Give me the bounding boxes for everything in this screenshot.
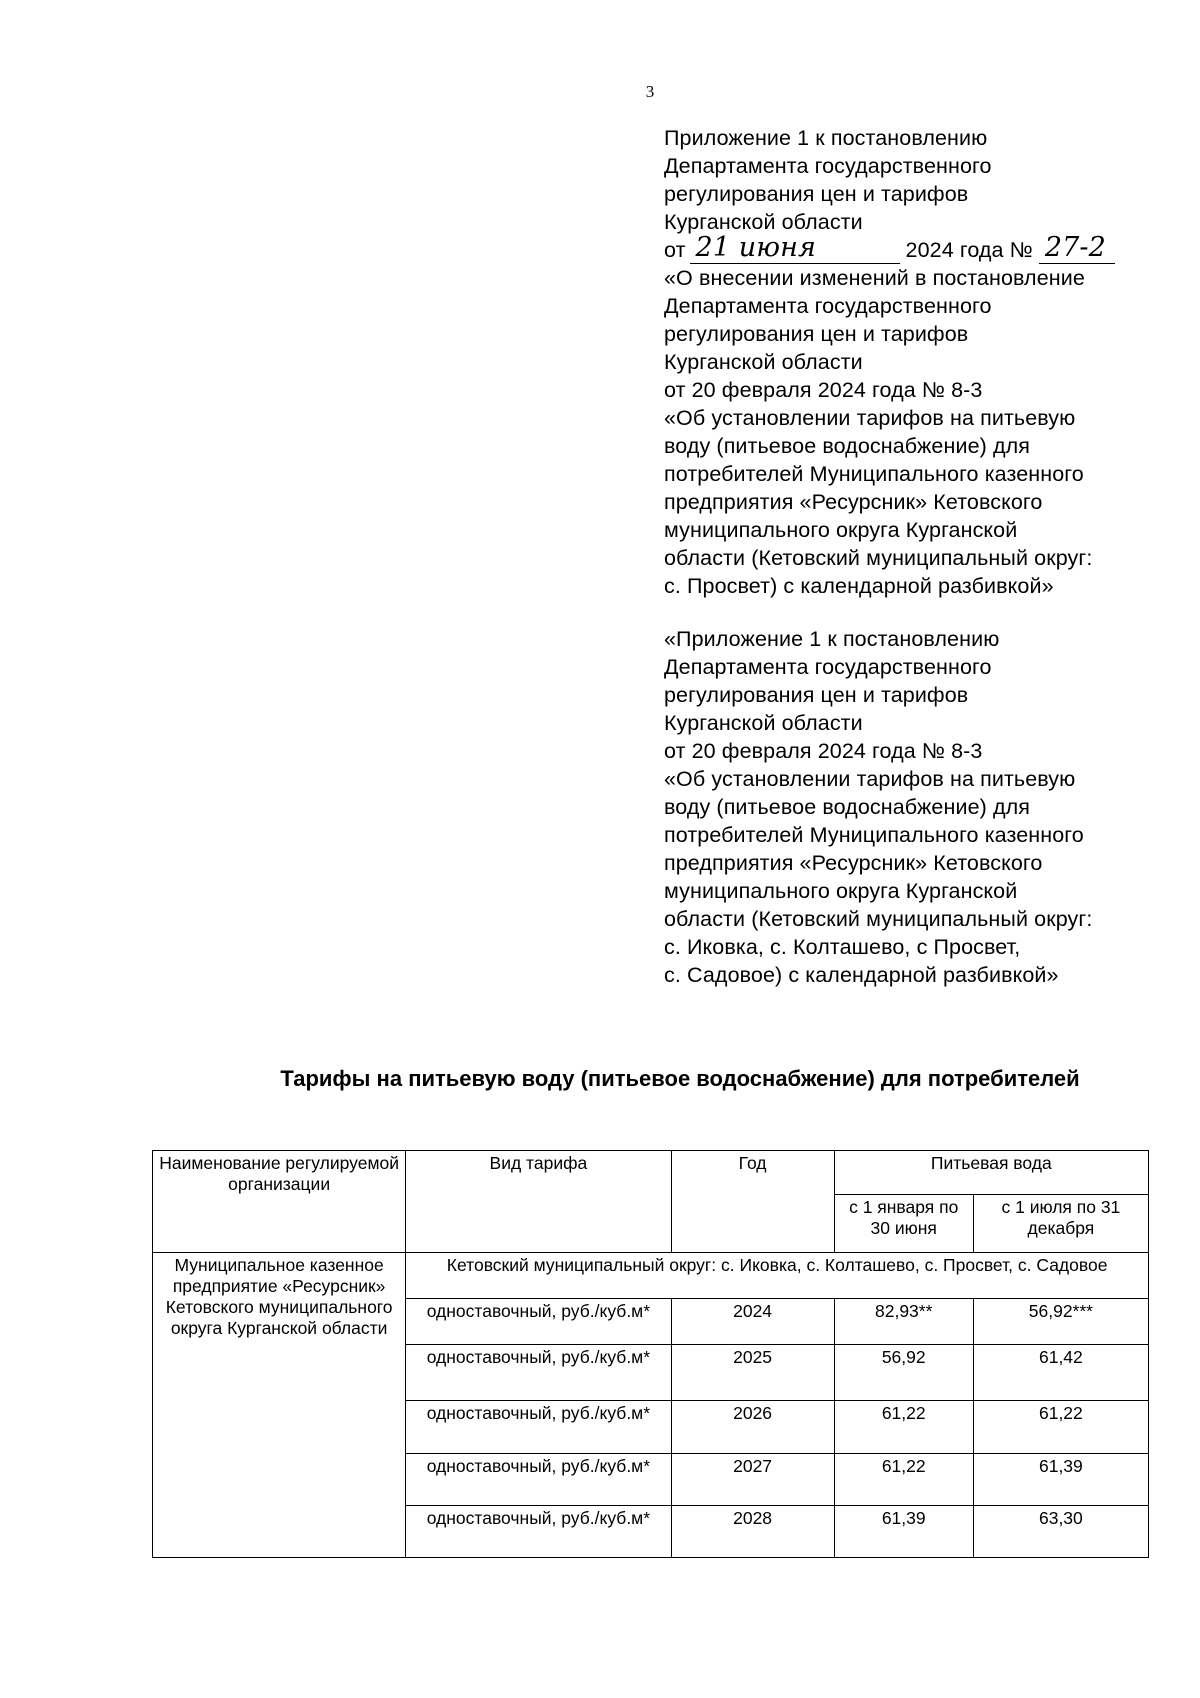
header-tariff-type: Вид тарифа bbox=[406, 1151, 671, 1253]
h2-value-cell: 61,42 bbox=[973, 1345, 1148, 1401]
year-cell: 2028 bbox=[671, 1506, 834, 1558]
appendix-line: с. Садовое) с календарной разбивкой» bbox=[664, 963, 1059, 987]
year-cell: 2024 bbox=[671, 1299, 834, 1345]
appendix-line: Курганской области bbox=[664, 210, 863, 234]
appendix-line: потребителей Муниципального казенного bbox=[664, 462, 1084, 486]
handwritten-date: 21 июня bbox=[695, 232, 817, 263]
tariff-type-cell: одноставочный, руб./куб.м* bbox=[406, 1345, 671, 1401]
appendix-line: потребителей Муниципального казенного bbox=[664, 823, 1084, 847]
appendix-line: «Об установлении тарифов на питьевую bbox=[664, 767, 1076, 791]
header-drinking-water: Питьевая вода bbox=[834, 1151, 1148, 1195]
date-suffix: 2024 года № bbox=[905, 238, 1033, 262]
h2-value-cell: 63,30 bbox=[973, 1506, 1148, 1558]
territory-row bbox=[153, 1253, 1149, 1299]
appendix-header bbox=[664, 124, 1184, 600]
appendix-line: воду (питьевое водоснабжение) для bbox=[664, 434, 1030, 458]
h1-value-cell: 61,22 bbox=[834, 1454, 973, 1506]
appendix-line: с. Просвет) с календарной разбивкой» bbox=[664, 574, 1054, 598]
year-cell: 2027 bbox=[671, 1454, 834, 1506]
appendix-line: воду (питьевое водоснабжение) для bbox=[664, 795, 1030, 819]
appendix-line: регулирования цен и тарифов bbox=[664, 683, 969, 707]
number-fill-line bbox=[1039, 232, 1115, 264]
appendix-line: предприятия «Ресурсник» Кетовского bbox=[664, 851, 1043, 875]
appendix-line: «Об установлении тарифов на питьевую bbox=[664, 406, 1076, 430]
h1-value-cell: 61,22 bbox=[834, 1401, 973, 1454]
tariff-table bbox=[152, 1150, 1149, 1558]
year-cell: 2025 bbox=[671, 1345, 834, 1401]
appendix-line: от 20 февраля 2024 года № 8-3 bbox=[664, 378, 983, 402]
header-period-1: с 1 января по 30 июня bbox=[834, 1195, 973, 1253]
territory-cell: Кетовский муниципальный округ: с. Иковка, с. Колташево, с. Просвет, с. Садовое bbox=[406, 1253, 1149, 1299]
document-title: Тарифы на питьевую воду (питьевое водоснабжение) для потребителей bbox=[280, 1066, 1080, 1091]
appendix-line: муниципального округа Курганской bbox=[664, 518, 1018, 542]
header-organization: Наименование регулируемой организации bbox=[153, 1151, 406, 1253]
h1-value-cell: 56,92 bbox=[834, 1345, 973, 1401]
tariff-type-cell: одноставочный, руб./куб.м* bbox=[406, 1299, 671, 1345]
tariff-type-cell: одноставочный, руб./куб.м* bbox=[406, 1401, 671, 1454]
appendix-line: Приложение 1 к постановлению bbox=[664, 126, 988, 150]
appendix-line: Департамента государственного bbox=[664, 154, 992, 178]
header-period-2: с 1 июля по 31 декабря bbox=[973, 1195, 1148, 1253]
appendix-line: области (Кетовский муниципальный округ: bbox=[664, 546, 1093, 570]
appendix-line: Курганской области bbox=[664, 350, 863, 374]
header-year: Год bbox=[671, 1151, 834, 1253]
page-number: 3 bbox=[645, 82, 655, 101]
quoted-appendix-header bbox=[664, 625, 1184, 989]
appendix-line: с. Иковка, с. Колташево, с Просвет, bbox=[664, 935, 1021, 959]
appendix-line: «Приложение 1 к постановлению bbox=[664, 627, 1000, 651]
table-header-row bbox=[153, 1151, 1149, 1195]
date-line bbox=[664, 232, 1184, 264]
h2-value-cell: 61,39 bbox=[973, 1454, 1148, 1506]
year-cell: 2026 bbox=[671, 1401, 834, 1454]
appendix-line: муниципального округа Курганской bbox=[664, 879, 1018, 903]
h1-value-cell: 61,39 bbox=[834, 1506, 973, 1558]
appendix-line: Департамента государственного bbox=[664, 655, 992, 679]
appendix-line: от 20 февраля 2024 года № 8-3 bbox=[664, 739, 983, 763]
handwritten-number: 27-2 bbox=[1044, 232, 1106, 263]
appendix-line: Департамента государственного bbox=[664, 294, 992, 318]
appendix-line: области (Кетовский муниципальный округ: bbox=[664, 907, 1093, 931]
appendix-line: регулирования цен и тарифов bbox=[664, 182, 969, 206]
appendix-line: предприятия «Ресурсник» Кетовского bbox=[664, 490, 1043, 514]
h1-value-cell: 82,93** bbox=[834, 1299, 973, 1345]
organization-cell: Муниципальное казенное предприятие «Ресурсник» Кетовского муниципального округа Курганской области bbox=[153, 1253, 406, 1558]
appendix-line: Курганской области bbox=[664, 711, 863, 735]
appendix-line: регулирования цен и тарифов bbox=[664, 322, 969, 346]
appendix-line: «О внесении изменений в постановление bbox=[664, 266, 1085, 290]
h2-value-cell: 56,92*** bbox=[973, 1299, 1148, 1345]
date-prefix: от bbox=[664, 238, 686, 262]
date-fill-line bbox=[690, 232, 900, 264]
tariff-type-cell: одноставочный, руб./куб.м* bbox=[406, 1506, 671, 1558]
tariff-type-cell: одноставочный, руб./куб.м* bbox=[406, 1454, 671, 1506]
h2-value-cell: 61,22 bbox=[973, 1401, 1148, 1454]
